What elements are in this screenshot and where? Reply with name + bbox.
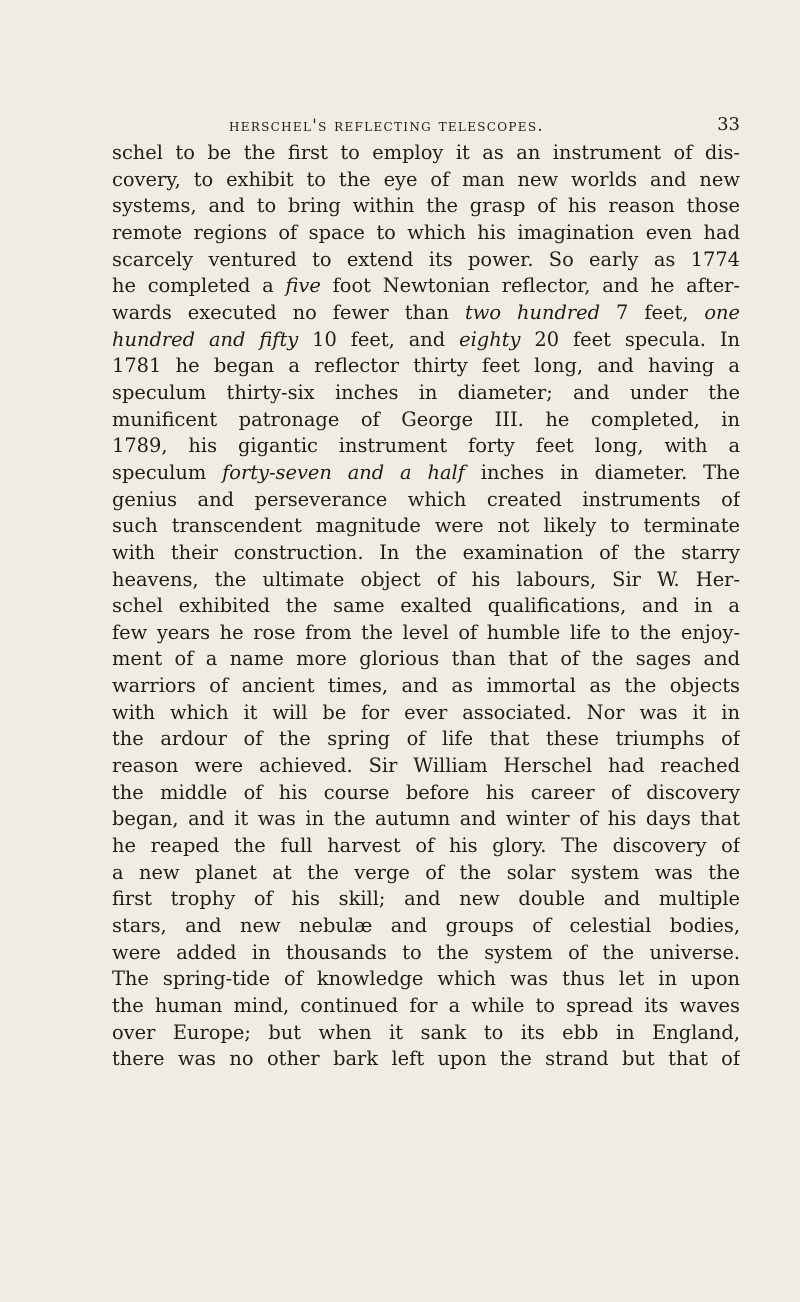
- text-line: systems, and to bring within the grasp of his reason those: [112, 194, 740, 218]
- text-line: he completed a five foot Newtonian reflector, and he after-: [112, 274, 740, 298]
- text-line: warriors of ancient times, and as immortal as the objects: [112, 674, 740, 698]
- text-line: the middle of his course before his career of discovery: [112, 780, 740, 804]
- text-line: schel to be the first to employ it as an instrument of dis-: [112, 141, 740, 164]
- italic-text: forty-seven and a half: [222, 460, 465, 484]
- text-line: schel exhibited the same exalted qualifications, and in a: [112, 594, 740, 618]
- text-line: heavens, the ultimate object of his labours, Sir W. Her-: [112, 567, 740, 591]
- text-line: first trophy of his skill; and new double and multiple: [112, 887, 740, 911]
- text-line: with their construction. In the examination of the starry: [112, 540, 740, 564]
- text-line: were added in thousands to the system of the universe.: [112, 940, 740, 964]
- page-number: 33: [717, 114, 740, 135]
- text-line: the human mind, continued for a while to spread its waves: [112, 994, 740, 1017]
- text-line: hundred and fifty 10 feet, and eighty 20 feet specula. In: [112, 327, 740, 351]
- text-line: 1781 he began a reflector thirty feet long, and having a: [112, 354, 740, 378]
- text-line: covery, to exhibit to the eye of man new worlds and new: [112, 167, 740, 191]
- text-line: The spring-tide of knowledge which was thus let in upon: [112, 967, 740, 991]
- text-line: a new planet at the verge of the solar system was the: [112, 860, 740, 884]
- text-line: he reaped the full harvest of his glory. The discovery of: [112, 834, 740, 858]
- text-line: with which it will be for ever associated. Nor was it in: [112, 700, 740, 724]
- italic-text: eighty: [459, 327, 521, 351]
- text-line: reason were achieved. Sir William Herschel had reached: [112, 754, 740, 778]
- italic-text: hundred and fifty: [112, 327, 299, 351]
- body-text: [112, 140, 740, 1073]
- text-line: few years he rose from the level of humble life to the enjoy-: [112, 620, 740, 644]
- text-line: ment of a name more glorious than that of the sages and: [112, 647, 740, 671]
- italic-text: two hundred: [465, 300, 601, 324]
- text-line: wards executed no fewer than two hundred 7 feet, one: [112, 300, 740, 324]
- italic-text: five: [285, 274, 321, 298]
- text-line: 1789, his gigantic instrument forty feet long, with a: [112, 434, 740, 458]
- text-line: over Europe; but when it sank to its ebb in England,: [112, 1020, 740, 1044]
- text-line: munificent patronage of George III. he completed, in: [112, 407, 740, 431]
- text-line: remote regions of space to which his imagination even had: [112, 220, 740, 244]
- text-line: speculum thirty-six inches in diameter; and under the: [112, 380, 740, 404]
- text-line: scarcely ventured to extend its power. So early as 1774: [112, 247, 740, 271]
- running-head: herschel's reflecting telescopes.: [229, 116, 544, 135]
- text-line: stars, and new nebulæ and groups of celestial bodies,: [112, 914, 740, 938]
- text-line: began, and it was in the autumn and winter of his days that: [112, 807, 740, 831]
- italic-text: one: [704, 300, 740, 324]
- text-line: genius and perseverance which created instruments of: [112, 487, 740, 511]
- text-line: the ardour of the spring of life that these triumphs of: [112, 727, 740, 751]
- text-line: such transcendent magnitude were not likely to terminate: [112, 514, 740, 538]
- text-line: there was no other bark left upon the strand but that of: [112, 1047, 740, 1071]
- text-line: speculum forty-seven and a half inches in diameter. The: [112, 460, 740, 484]
